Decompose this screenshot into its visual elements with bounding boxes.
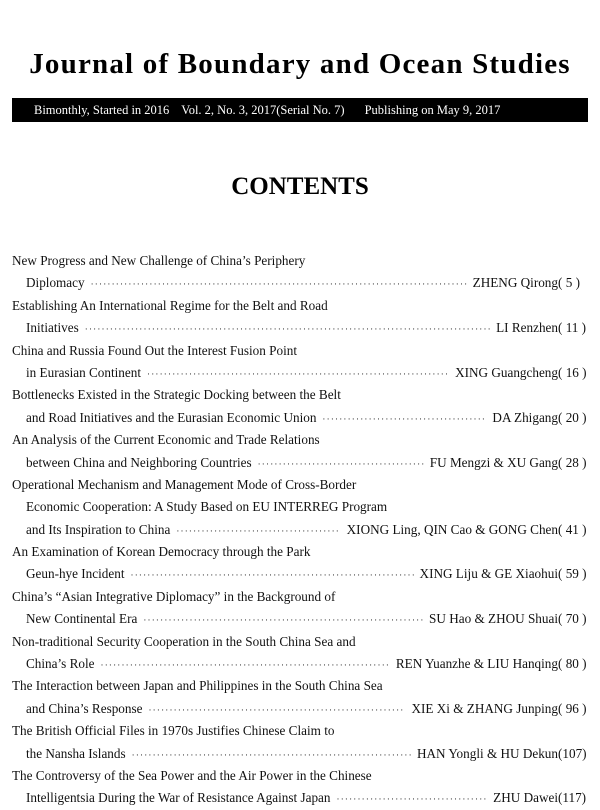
article-author: FU Mengzi & XU Gang [429, 454, 558, 470]
article-title-text: New Progress and New Challenge of China’s Periphery [12, 253, 306, 268]
article-page-number: ( 41 ) [558, 521, 587, 537]
dot-leader [176, 520, 340, 541]
article-page-number: (117) [558, 790, 587, 806]
toc-title-line [12, 765, 588, 787]
article-title-text: in Eurasian Continent [26, 364, 142, 380]
table-of-contents [12, 250, 588, 810]
toc-entry[interactable] [12, 720, 588, 765]
article-title-text: Diplomacy [26, 275, 85, 291]
toc-title-continuation [12, 743, 588, 765]
article-title-text: The Controversy of the Sea Power and the Air Power in the Chinese [12, 767, 372, 783]
toc-title-continuation [12, 362, 588, 384]
article-page-number: (107) [558, 745, 587, 761]
article-author: XIE Xi & ZHANG Junping [411, 700, 558, 716]
article-author: REN Yuanzhe & LIU Hanqing [395, 656, 558, 672]
dot-leader [148, 699, 405, 720]
dot-leader [322, 408, 486, 429]
toc-entry[interactable] [12, 765, 588, 810]
info-bar [12, 98, 588, 122]
article-title-text: China’s “Asian Integrative Diplomacy” in the Background of [12, 588, 336, 604]
toc-entry[interactable] [12, 384, 588, 429]
toc-entry[interactable] [12, 675, 588, 720]
article-title-text: and Its Inspiration to China [26, 521, 171, 537]
frequency-text: Bimonthly, Started in 2016 [34, 103, 170, 117]
article-page-number: ( 16 ) [558, 364, 587, 380]
dot-leader [91, 273, 467, 294]
toc-title-continuation [12, 787, 588, 809]
dot-leader [143, 609, 423, 630]
toc-title-continuation [12, 317, 588, 339]
toc-title-continuation [12, 698, 588, 720]
toc-title-line [12, 429, 588, 451]
toc-title-continuation [12, 563, 588, 585]
article-title-text: China’s Role [26, 656, 95, 672]
article-page-number: ( 28 ) [558, 454, 587, 470]
toc-title-line [12, 250, 588, 272]
article-page-number: ( 70 ) [558, 611, 587, 627]
dot-leader [258, 453, 424, 474]
article-title-text: and China’s Response [26, 700, 143, 716]
toc-title-line [12, 631, 588, 653]
toc-title-line [12, 675, 588, 697]
toc-title-line [12, 586, 588, 608]
toc-title-line [12, 295, 588, 317]
article-author: DA Zhigang [492, 409, 558, 425]
article-page-number: ( 59 ) [558, 566, 587, 582]
dot-leader [337, 788, 488, 809]
toc-entry[interactable] [12, 295, 588, 340]
toc-title-continuation [12, 452, 588, 474]
dot-leader [132, 744, 411, 765]
article-author: HAN Yongli & HU Dekun [416, 745, 558, 761]
article-title-text: Operational Mechanism and Management Mode of Cross-Border [12, 476, 357, 492]
article-page-number: ( 96 ) [558, 700, 587, 716]
toc-title-continuation [12, 496, 588, 518]
toc-title-line [12, 340, 588, 362]
article-title-text: the Nansha Islands [26, 745, 126, 761]
toc-entry[interactable] [12, 586, 588, 631]
article-title-text: and Road Initiatives and the Eurasian Economic Union [26, 409, 317, 425]
dot-leader [131, 564, 414, 585]
toc-title-line [12, 474, 588, 496]
article-author: LI Renzhen [496, 320, 558, 336]
article-page-number: ( 80 ) [558, 656, 587, 672]
article-title-text: Bottlenecks Existed in the Strategic Docking between the Belt [12, 387, 341, 403]
article-title-text: Economic Cooperation: A Study Based on EU INTERREG Program [26, 499, 388, 515]
toc-entry[interactable] [12, 250, 588, 295]
toc-entry[interactable] [12, 429, 588, 474]
journal-title: Journal of Boundary and Ocean Studies [29, 48, 571, 80]
dot-leader [101, 654, 390, 675]
article-title-text: An Examination of Korean Democracy through the Park [12, 544, 311, 560]
toc-title-line [12, 384, 588, 406]
article-title-text: China and Russia Found Out the Interest Fusion Point [12, 342, 297, 358]
article-page-number: ( 5 ) [558, 275, 580, 291]
article-title-text: The Interaction between Japan and Philippines in the South China Sea [12, 678, 383, 694]
toc-title-continuation [12, 519, 588, 541]
article-page-number: ( 11 ) [558, 320, 587, 336]
toc-title-line [12, 541, 588, 563]
article-title-text: An Analysis of the Current Economic and Trade Relations [12, 432, 320, 448]
contents-heading: CONTENTS [231, 173, 369, 200]
article-title-text: Initiatives [26, 320, 79, 336]
article-author: SU Hao & ZHOU Shuai [429, 611, 558, 627]
dot-leader [85, 318, 490, 339]
dot-leader [147, 363, 449, 384]
toc-title-continuation [12, 608, 588, 630]
article-title-text: Non-traditional Security Cooperation in the South China Sea and [12, 633, 356, 649]
toc-title-continuation [12, 272, 588, 294]
article-title-text: between China and Neighboring Countries [26, 454, 252, 470]
article-author: ZHU Dawei [493, 790, 558, 806]
article-title-text: New Continental Era [26, 611, 138, 627]
article-title-text: Geun-hye Incident [26, 566, 125, 582]
article-author: XING Guangcheng [455, 364, 558, 380]
article-author: XING Liju & GE Xiaohui [419, 566, 558, 582]
article-author: XIONG Ling, QIN Cao & GONG Chen [346, 521, 558, 537]
toc-entry[interactable] [12, 541, 588, 586]
volume-text: Vol. 2, No. 3, 2017(Serial No. 7) [181, 103, 345, 117]
toc-title-continuation [12, 407, 588, 429]
article-title-text: Establishing An International Regime for the Belt and Road [12, 297, 328, 313]
toc-title-line [12, 720, 588, 742]
publishing-date-text: Publishing on May 9, 2017 [364, 103, 501, 117]
toc-entry[interactable] [12, 631, 588, 676]
article-title-text: The British Official Files in 1970s Justifies Chinese Claim to [12, 723, 335, 739]
article-page-number: ( 20 ) [558, 409, 587, 425]
toc-title-continuation [12, 653, 588, 675]
toc-entry[interactable] [12, 340, 588, 385]
article-title-text: Intelligentsia During the War of Resistance Against Japan [26, 790, 331, 806]
toc-entry[interactable] [12, 474, 588, 541]
article-author: ZHENG Qirong [472, 275, 558, 291]
